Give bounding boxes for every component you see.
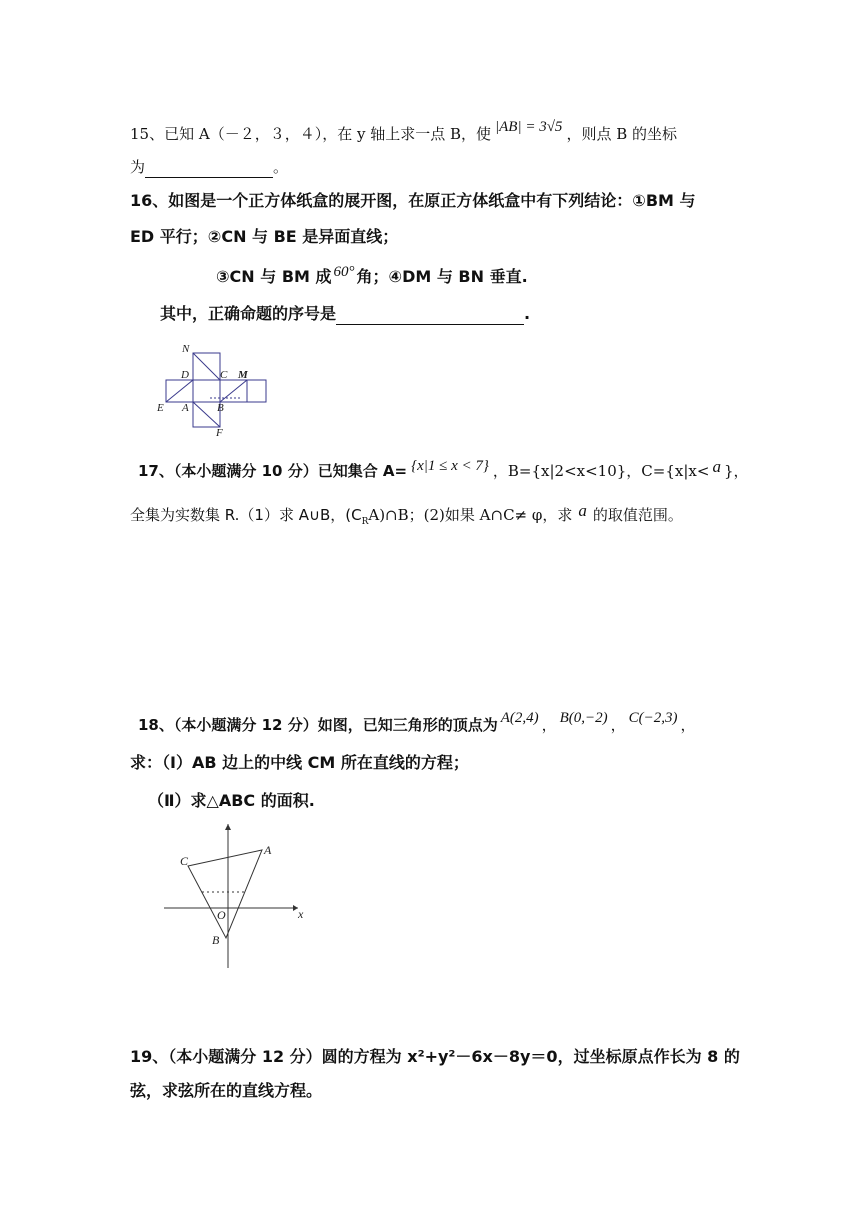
q19-line2 xyxy=(130,1080,322,1102)
q16-text-3-pre: ③CN 与 BM 成 xyxy=(216,267,332,286)
label-c: C xyxy=(180,854,189,868)
q16-angle: 60° xyxy=(333,264,355,280)
q18-point-a: A(2,4) xyxy=(500,710,539,726)
q16-line3 xyxy=(216,266,528,289)
net-square-right2 xyxy=(247,380,266,402)
cube-net-figure xyxy=(150,338,280,438)
q19-line1 xyxy=(130,1046,740,1068)
net-diagonal-ed xyxy=(166,380,193,402)
label-x: x xyxy=(298,907,304,921)
q16-text-3-post: 角；④DM 与 BN 垂直. xyxy=(356,267,528,286)
label-b: B xyxy=(217,402,224,414)
q15-text-pre: 15、已知 A（－２，３，４），在 y 轴上求一点 B，使 xyxy=(130,125,491,143)
q17-text-2-post: 的取值范围。 xyxy=(592,506,683,524)
label-n: N xyxy=(182,343,190,355)
q18-text-pre: 18、（本小题满分 12 分）如图，已知三角形的顶点为 xyxy=(138,716,498,734)
net-diagonal-af xyxy=(193,402,220,427)
q17-line1 xyxy=(138,457,749,483)
q17-text-2-mid: A)∩B；(2)如果 A∩C≠ φ，求 xyxy=(368,506,573,524)
triangle-figure xyxy=(160,820,310,972)
q18-point-b: B(0,−2) xyxy=(559,710,608,726)
q17-text-2-pre: 全集为实数集 R.（1）求 A∪B，(C xyxy=(130,506,362,524)
q17-text-pre: 17、（本小题满分 10 分）已知集合 A= xyxy=(138,462,408,480)
q16-text-1: 16、如图是一个正方体纸盒的展开图，在原正方体纸盒中有下列结论：①BM 与 xyxy=(130,191,696,210)
q18-line2 xyxy=(130,752,469,774)
q19-text-2: 弦，求弦所在的直线方程。 xyxy=(130,1081,323,1100)
q18-point-c: C(−2,3) xyxy=(628,710,678,726)
q19-text-1: 19、（本小题满分 12 分）圆的方程为 x²+y²－6x－8y＝0，过坐标原点作长为 8 的 xyxy=(130,1047,740,1066)
q18-line1 xyxy=(138,710,696,737)
q18-sep-3: ， xyxy=(680,716,696,734)
q17-set-a: {x|1 ≤ x < 7} xyxy=(411,458,489,474)
label-o: O xyxy=(217,908,226,922)
label-f: F xyxy=(216,427,223,438)
q15-formula: |AB| = 3√5 xyxy=(495,119,563,135)
q16-line1 xyxy=(130,190,696,212)
q18-line3 xyxy=(148,790,315,812)
q17-var-a: a xyxy=(712,457,721,476)
net-diagonal-bm xyxy=(220,380,247,402)
label-a: A xyxy=(182,402,189,414)
q16-text-2: ED 平行；②CN 与 BE 是异面直线； xyxy=(130,227,399,246)
q18-text-3: （Ⅱ）求△ABC 的面积. xyxy=(148,791,315,810)
label-d: D xyxy=(181,369,189,381)
q16-line2 xyxy=(130,226,398,248)
q15-line1 xyxy=(130,119,677,146)
triangle-abc xyxy=(188,850,262,938)
q18-sep-2: ， xyxy=(610,716,626,734)
net-diagonal-nc xyxy=(193,353,220,380)
q15-answer-blank[interactable] xyxy=(145,159,273,178)
q16-line4 xyxy=(160,303,530,325)
q15-line2 xyxy=(130,156,288,178)
label-m: M xyxy=(238,369,248,381)
label-a: A xyxy=(264,843,272,857)
q17-sub-r: R xyxy=(361,517,369,527)
q16-text-4-pre: 其中，正确命题的序号是 xyxy=(160,304,337,323)
q15-period: 。 xyxy=(273,158,289,176)
q17-text-post: }， xyxy=(723,462,749,480)
q17-line2 xyxy=(130,501,683,533)
label-c: C xyxy=(220,369,228,381)
q17-var-a2: a xyxy=(578,501,587,520)
q16-text-4-post: . xyxy=(524,304,531,323)
q18-text-2: 求：（Ⅰ）AB 边上的中线 CM 所在直线的方程； xyxy=(130,753,469,772)
q15-text-wei: 为 xyxy=(130,158,146,176)
label-e: E xyxy=(157,402,164,414)
q15-text-post: ，则点 B 的坐标 xyxy=(566,125,677,143)
label-b: B xyxy=(212,933,220,947)
q17-text-mid: ，B={x|2<x<10}，C={x|x< xyxy=(492,462,710,480)
q18-sep-1: ， xyxy=(541,716,557,734)
net-square-center xyxy=(193,380,220,402)
q16-answer-blank[interactable] xyxy=(336,306,524,325)
